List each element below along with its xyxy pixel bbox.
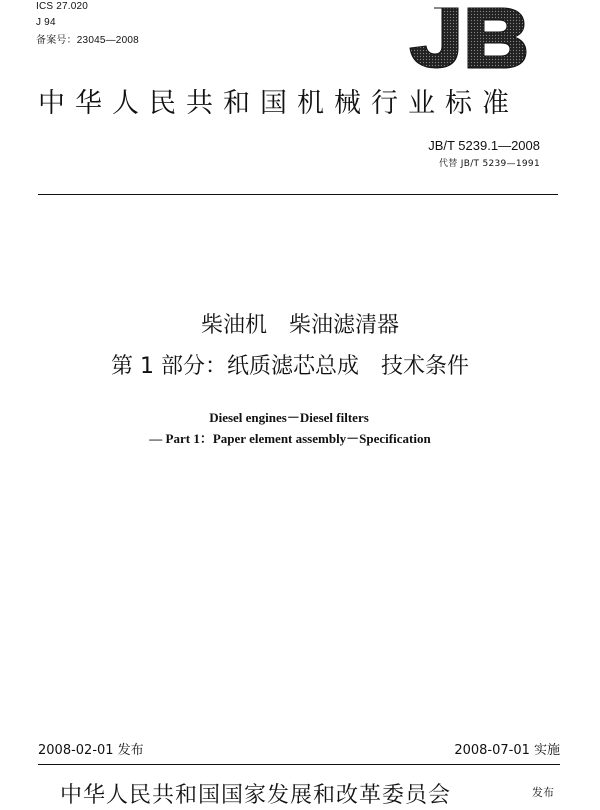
jb-logo-letters bbox=[410, 8, 526, 68]
document-title-en-line1: Diesel engines－Diesel filters bbox=[209, 410, 369, 425]
issuing-authority-suffix: 发布 bbox=[532, 786, 554, 799]
document-title-en-line2: — Part 1：Paper element assembly－Specification bbox=[149, 431, 431, 446]
standard-number: JB/T 5239.1—2008 bbox=[428, 138, 540, 153]
issue-date: 2008-02-01 发布 bbox=[38, 743, 144, 758]
footer-divider bbox=[38, 764, 560, 765]
registration-number: 备案号：23045—2008 bbox=[36, 35, 139, 46]
issuing-authority: 中华人民共和国国家发展和改革委员会 bbox=[60, 783, 452, 808]
header-divider bbox=[38, 194, 558, 195]
jb-logo bbox=[404, 4, 530, 70]
implementation-date: 2008-07-01 实施 bbox=[454, 743, 560, 758]
ics-code: ICS 27.020 bbox=[36, 1, 89, 12]
classification-code: J 94 bbox=[36, 17, 56, 28]
document-title-cn-line2: 第 1 部分：纸质滤芯总成 技术条件 bbox=[111, 354, 469, 379]
document-title-cn-line1: 柴油机 柴油滤清器 bbox=[200, 313, 399, 338]
standard-category-title: 中华人民共和国机械行业标准 bbox=[38, 88, 519, 119]
replaces-standard: 代替 JB/T 5239—1991 bbox=[439, 159, 540, 169]
